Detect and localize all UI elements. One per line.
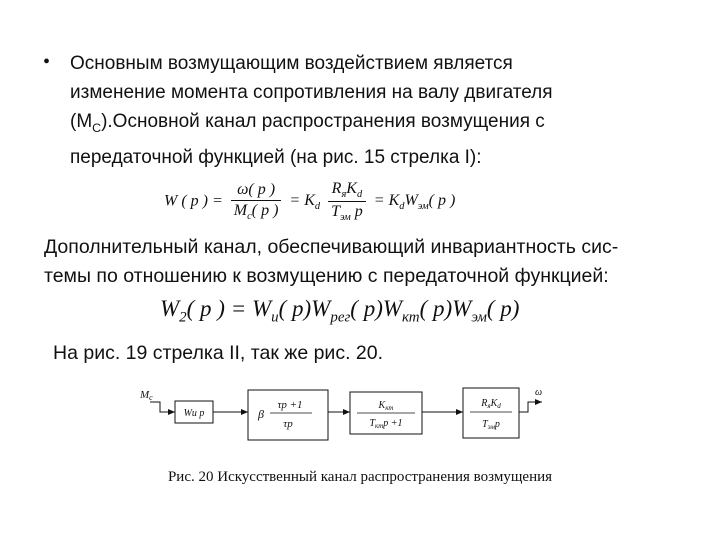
subscript: и <box>271 309 279 326</box>
diagram-block-1-label: Wи p <box>183 408 205 419</box>
subscript: эм <box>471 309 487 326</box>
eq-symbol: ( p ) <box>428 191 456 209</box>
eq-symbol: p <box>354 203 363 221</box>
eq-symbol: ( p) <box>486 296 520 321</box>
diagram-block-4-numerator: $R_яK_d$ <box>481 398 501 410</box>
eq-symbol: K <box>346 180 357 197</box>
subscript: d <box>399 200 405 212</box>
diagram-input-label: Mc <box>140 389 153 402</box>
paragraph-text: ).Основной канал распространения возмущения с <box>101 111 545 132</box>
eq-symbol: W <box>404 191 418 209</box>
paragraph-text: (М <box>70 111 93 132</box>
eq-term <box>373 191 456 212</box>
paragraph-line: Основным возмущающим воздействием является <box>70 53 513 74</box>
subscript: С <box>92 120 102 135</box>
eq-term <box>289 191 321 212</box>
eq-symbol: ( p)W <box>350 296 403 321</box>
paragraph-line: передаточной функцией (на рис. 15 стрелка I): <box>70 146 482 168</box>
eq-fraction-rk-over-tp <box>328 180 366 223</box>
eq-numerator <box>328 180 366 201</box>
eq-symbol: ( p)W <box>278 296 331 321</box>
subscript: эм <box>417 200 429 212</box>
paragraph-additional-channel <box>44 233 709 291</box>
eq-fraction-omega-over-mc <box>231 181 282 222</box>
bullet-marker: • <box>43 51 51 73</box>
diagram-block-2-numerator: τp +1 <box>277 399 303 411</box>
eq-numerator: ω( p ) <box>237 181 276 199</box>
subscript: я <box>341 189 347 201</box>
eq-symbol: ( p)W <box>419 296 472 321</box>
paragraph-main-channel <box>70 49 710 172</box>
figure-caption: Рис. 20 Искусственный канал распространения возмущения <box>167 469 553 485</box>
subscript: d <box>356 189 363 201</box>
equation-transfer-additional <box>160 296 519 327</box>
diagram-block-4-denominator: $T_{эм}p$ <box>482 419 500 431</box>
subscript: эм <box>339 212 351 224</box>
paragraph-figure-reference: На рис. 19 стрелка II, так же рис. 20. <box>53 342 384 364</box>
diagram-arrow <box>519 402 542 412</box>
eq-symbol: ( p ) = W <box>186 296 272 321</box>
eq-symbol: = K <box>373 191 400 209</box>
diagram-block-3-denominator: $T_{кт}p +1$ <box>369 418 403 430</box>
eq-symbol: = K <box>289 191 315 209</box>
eq-symbol: W <box>160 296 180 321</box>
subscript: c <box>247 211 252 223</box>
paragraph-line <box>70 107 710 143</box>
block-diagram <box>130 380 550 450</box>
eq-symbol: T <box>331 203 340 221</box>
diagram-block-2-denominator: τp <box>283 418 293 430</box>
eq-lhs: W ( p ) = <box>164 192 223 210</box>
subscript: рег <box>330 309 351 326</box>
diagram-block-2-beta: β <box>258 407 264 421</box>
paragraph-line: изменение момента сопротивления на валу двигателя <box>70 82 553 103</box>
eq-symbol: ( p ) <box>251 202 279 220</box>
diagram-arrow <box>150 402 175 412</box>
subscript: кт <box>402 309 420 326</box>
eq-symbol: M <box>233 202 248 220</box>
eq-denominator <box>328 201 366 223</box>
eq-denominator <box>231 200 282 222</box>
equation-transfer-main <box>164 180 455 224</box>
subscript: 2 <box>179 309 187 326</box>
paragraph-line: Дополнительный канал, обеспечивающий инвариантность сис- <box>44 236 619 258</box>
diagram-block-3-numerator: $K_{кт}$ <box>378 400 394 412</box>
diagram-output-label: ω <box>535 387 543 398</box>
subscript: d <box>314 200 321 212</box>
eq-symbol: R <box>331 180 342 197</box>
paragraph-line: темы по отношению к возмущению с передаточной функцией: <box>44 265 609 287</box>
